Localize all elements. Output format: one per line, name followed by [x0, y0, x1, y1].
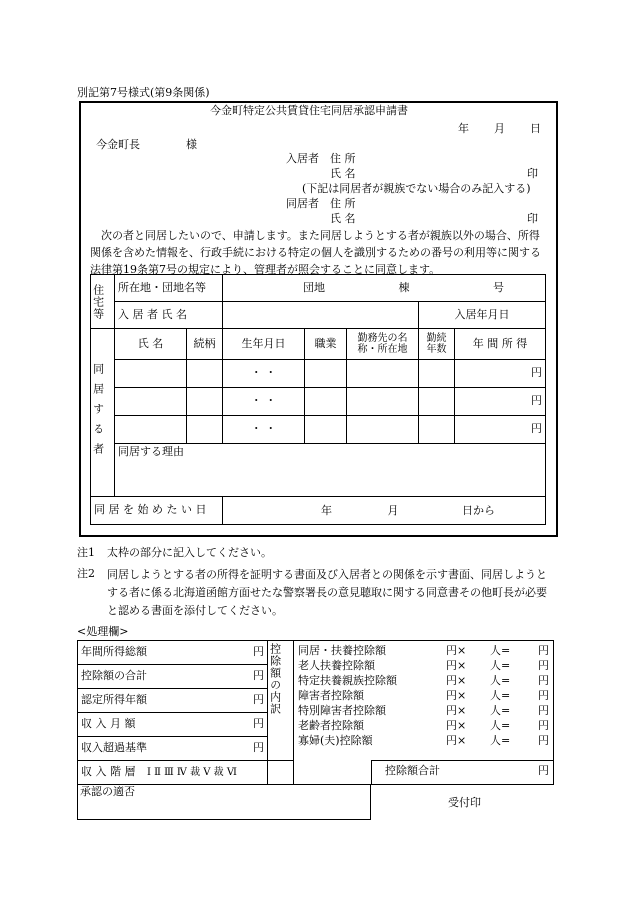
monthly-income-row[interactable]: 収 入 月 額 円 — [78, 713, 268, 737]
cell-income[interactable]: 円 — [455, 416, 546, 444]
certified-income-row[interactable]: 認定所得年額 円 — [78, 689, 268, 713]
resident-name-label: 氏 名 — [330, 167, 356, 180]
col-workplace: 勤務先の名称・所在地 — [347, 329, 419, 360]
cell-name[interactable] — [115, 360, 187, 388]
resident-name-field-label: 入 居 者 氏 名 — [115, 302, 223, 329]
table-row — [91, 416, 546, 444]
cell-name[interactable] — [115, 388, 187, 416]
start-day: 日から — [462, 503, 495, 517]
form-title: 今金町特定公共賃貸住宅同居承認申請書 — [210, 104, 408, 117]
location-value[interactable] — [223, 275, 546, 302]
deduction-sum-row[interactable]: 控除額の合計 円 — [78, 665, 268, 689]
cohabitant-persons-label: 同居する者 — [91, 329, 115, 497]
col-occupation: 職業 — [305, 329, 347, 360]
col-annual-income: 年 間 所 得 — [455, 329, 546, 360]
income-excess-standard-row[interactable]: 収入超過基準 円 — [78, 737, 268, 761]
col-relationship: 続柄 — [187, 329, 223, 360]
note-2-text: 同居しようとする者の所得を証明する書面及び入居者との関係を示す書面、同居しようとする者に係る北海道函館方面せたな警察署長の意見聴取に関する同意書その他町長が必要と認める書面を添付してください。 — [107, 568, 547, 617]
building-label: 棟 — [398, 281, 410, 295]
income-class-row[interactable]: 収 入 階 層 Ⅰ Ⅱ Ⅲ Ⅳ 裁 Ⅴ 裁 Ⅵ — [78, 761, 268, 785]
date-day: 日 — [530, 122, 541, 135]
cohabitant-note: (下記は同居者が親族でない場合のみ記入する) — [302, 182, 531, 195]
deduction-item[interactable]: 老人扶養控除額 円× 人= 円 — [298, 659, 549, 672]
start-date-label: 同 居 を 始 め た い 日 — [91, 497, 223, 525]
processing-section-title: <処理欄> — [77, 625, 129, 638]
deduction-item[interactable]: 老齢者控除額 円× 人= 円 — [298, 719, 549, 732]
deduction-total-yen: 円 — [538, 764, 549, 777]
form-number-label: 別記第7号様式(第9条関係) — [77, 86, 210, 99]
unit-label: 号 — [493, 281, 504, 295]
application-body-text: 次の者と同居したいので、申請します。また同居しようとする者が親族以外の場合、所得関係を含めた情報を、行政手続における特定の個人を識別するための番号の利用等に関する法律第19条第7号の規定により、管理者が照会することに同意します。 — [90, 229, 541, 276]
note-1-text: 太枠の部分に記入してください。 — [107, 546, 272, 559]
date-month: 月 — [494, 122, 505, 135]
start-month: 月 — [387, 503, 399, 517]
reason-label: 同居する理由 — [118, 445, 184, 458]
cell-years[interactable] — [419, 360, 455, 388]
move-in-date-label: 入居年月日 — [419, 302, 546, 329]
deduction-item[interactable]: 障害者控除額 円× 人= 円 — [298, 689, 549, 702]
cell-occupation[interactable] — [305, 416, 347, 444]
cell-birthdate[interactable]: ・ ・ — [223, 388, 305, 416]
cell-relationship[interactable] — [187, 416, 223, 444]
table-row — [91, 360, 546, 388]
deduction-item[interactable]: 寡婦(夫)控除額 円× 人= 円 — [298, 734, 549, 747]
start-year: 年 — [321, 503, 332, 517]
cohabitant-seal: 印 — [527, 212, 538, 225]
table-row — [91, 388, 546, 416]
addressee-suffix: 様 — [186, 138, 197, 151]
annual-income-total-row[interactable]: 年間所得総額 円 — [78, 641, 268, 665]
cell-name[interactable] — [115, 416, 187, 444]
addressee-name: 今金町長 — [96, 138, 140, 151]
cohabitant-address-label: 住 所 — [330, 197, 356, 210]
cell-occupation[interactable] — [305, 360, 347, 388]
deduction-item[interactable]: 特定扶養親族控除額 円× 人= 円 — [298, 674, 549, 687]
cell-occupation[interactable] — [305, 388, 347, 416]
cell-income[interactable]: 円 — [455, 388, 546, 416]
cell-birthdate[interactable]: ・ ・ — [223, 360, 305, 388]
danchi-label: 団地 — [303, 281, 325, 295]
resident-name-value[interactable] — [223, 302, 419, 329]
processing-left-table — [77, 640, 268, 785]
cell-income[interactable]: 円 — [455, 360, 546, 388]
cell-relationship[interactable] — [187, 360, 223, 388]
approval-label: 承認の適否 — [80, 785, 135, 798]
resident-address-label: 住 所 — [330, 152, 356, 165]
note-2-id: 注2 — [77, 567, 95, 580]
cell-years[interactable] — [419, 416, 455, 444]
receipt-stamp-label: 受付印 — [448, 796, 481, 809]
deduction-total-label: 控除額合計 — [385, 764, 440, 777]
col-years-employed: 勤続年数 — [419, 329, 455, 360]
cohabitant-name-label: 氏 名 — [330, 212, 356, 225]
cell-workplace[interactable] — [347, 416, 419, 444]
cohabitation-reason[interactable] — [115, 444, 546, 497]
deduction-label-spacer — [268, 761, 294, 785]
location-label: 所在地・団地名等 — [115, 275, 223, 302]
housing-label: 住宅等 — [91, 275, 115, 329]
resident-label: 入居者 — [286, 152, 319, 165]
cell-workplace[interactable] — [347, 360, 419, 388]
resident-seal: 印 — [527, 167, 538, 180]
cohabitation-table — [90, 274, 546, 525]
start-date-value[interactable] — [223, 497, 546, 525]
deduction-item[interactable]: 特別障害者控除額 円× 人= 円 — [298, 704, 549, 717]
cell-birthdate[interactable]: ・ ・ — [223, 416, 305, 444]
note-1-id: 注1 — [77, 546, 95, 559]
deduction-breakdown-label: 控除額の内訳 — [268, 641, 294, 761]
date-year: 年 — [458, 122, 469, 135]
cell-relationship[interactable] — [187, 388, 223, 416]
cell-workplace[interactable] — [347, 388, 419, 416]
deduction-item[interactable]: 同居・扶養控除額 円× 人= 円 — [298, 644, 549, 657]
cohabitant-label: 同居者 — [286, 197, 319, 210]
col-birthdate: 生年月日 — [223, 329, 305, 360]
col-name: 氏 名 — [115, 329, 187, 360]
cell-years[interactable] — [419, 388, 455, 416]
